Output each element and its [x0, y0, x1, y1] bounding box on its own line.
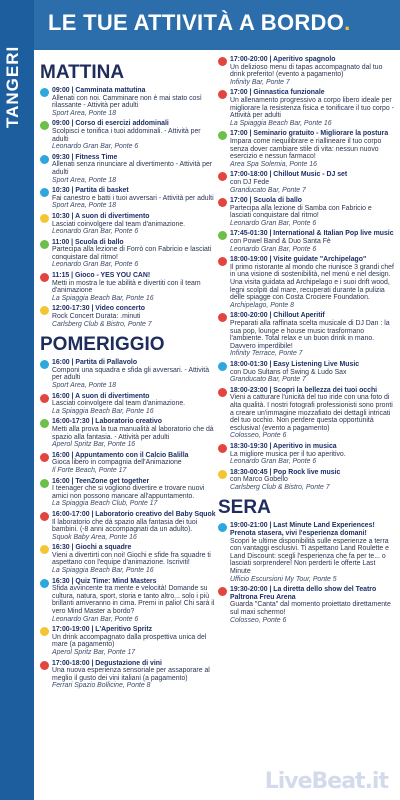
bullet-dot-icon	[218, 257, 227, 266]
activity-description: Metti in mostra le tue abilità e divertiti con il team d'animazione	[52, 279, 201, 295]
activity-location: Ufficio Escursioni My Tour, Ponte 5	[230, 575, 337, 583]
activity-description: Allenati con noi. Camminare non è mai stato così rilassante - Attività per adulti	[52, 94, 202, 110]
activity-text	[230, 89, 394, 127]
activity-text	[52, 393, 216, 416]
activity-description: Guarda "Canta" dal momento proiettato direttamente sul maxi schermo!	[230, 601, 391, 616]
bullet-dot-icon	[218, 57, 227, 66]
activity-text	[52, 660, 216, 690]
activity-title: 17:00-19:00 | L'Aperitivo Spritz	[52, 626, 153, 634]
activity-item	[40, 154, 216, 184]
activity-description: Partecipa alla lezione di Forrò con Fabricio e lasciati conquistare dal ritmo!	[52, 246, 212, 261]
left-column	[40, 56, 216, 693]
activity-description: Lasciati coinvolgere dal team d'animazione.	[52, 220, 186, 228]
activity-text	[52, 544, 216, 574]
activity-item	[218, 443, 394, 466]
activity-title: 17:00-18:00 | Chillout Music - DJ set	[230, 171, 348, 179]
activity-location: Carlsberg Club & Bistro, Ponte 7	[230, 483, 330, 491]
activity-location: La Spiaggia Beach Bar, Ponte 16	[52, 294, 154, 302]
activity-title: 17:00-18:00 | Degustazione di vini	[52, 659, 162, 667]
bullet-dot-icon	[40, 419, 49, 428]
activity-description: Il laboratorio che dà spazio alla fantasia dei tuoi bambini. (-8 anni accompagnati da un adulto).	[52, 518, 198, 534]
activity-title: 12:00-17:30 | Video concerto	[52, 305, 145, 313]
activity-description: Vieni a catturare l'unicità del tuo iride con una foto di alta qualità. I nostri fotografi professionisti sono pronti a creare un'immagine mozzafiato dei dettagli intricati del tuo occhio. Non perdere questa opportunità esclusiva! (evento a pagamento)	[230, 394, 393, 432]
activity-location: Leonardo Gran Bar, Ponte 6	[230, 458, 317, 466]
activity-description: Impara come riequilibrare e riallineare il tuo corpo senza dover cambiare stile di vita: nessun nuovo esercizio e nessun farmaco!	[230, 137, 382, 161]
bullet-dot-icon	[40, 661, 49, 670]
bullet-dot-icon	[218, 587, 227, 596]
bullet-dot-icon	[40, 627, 49, 636]
activity-text	[52, 187, 216, 210]
activity-description: Scolpisci e tonifica i tuoi addominali. - Attività per adulti	[52, 127, 201, 143]
bullet-dot-icon	[218, 313, 227, 322]
activity-item	[40, 359, 216, 389]
bullet-dot-icon	[40, 545, 49, 554]
activity-location: Granducato Bar, Ponte 7	[230, 376, 306, 384]
activity-description: Scopri le ultime disponibilità sulle esperienze a terra con vantaggi esclusivi. Ti aspettano Land Roulette e Land Discount: scegli l'esperienza che fa per te... o lasciati sorprendere! Non perderti le offerte Last Minute	[230, 537, 389, 576]
activity-title: 16:00-17:00 | Laboratorio creativo del Baby Squok	[52, 510, 216, 518]
bullet-dot-icon	[218, 172, 227, 181]
activity-title: 18:00-01:30 | Easy Listening Live Music	[230, 360, 360, 368]
activity-title: 18:00-19:00 | Visite guidate "Archipelago"	[230, 256, 367, 264]
activity-location: Colosseo, Ponte 6	[230, 616, 287, 624]
bullet-dot-icon	[40, 155, 49, 164]
activity-text	[230, 56, 394, 86]
activity-item	[40, 393, 216, 416]
activity-item	[218, 387, 394, 440]
activity-text	[230, 443, 394, 466]
activity-location: Archipelago, Ponte 8	[230, 301, 294, 309]
activity-item	[218, 312, 394, 358]
activity-title: 18:00-20:00 | Chillout Aperitif	[230, 312, 325, 320]
activity-title: 19:30-20:00 | La diretta dello show del Teatro Paltrona Freu Arena	[230, 586, 377, 601]
activity-title: 10:30 | Partita di basket	[52, 187, 129, 195]
activity-description: con Duo Sultans of Swing & Ludo Sax	[230, 368, 347, 376]
right-column	[218, 56, 394, 627]
ship-port-label: TANGERI	[3, 45, 22, 129]
bullet-dot-icon	[218, 131, 227, 140]
activity-title: 16:30 | Giochi a squadre	[52, 544, 132, 552]
activity-title: 18:30-19:30 | Aperitivo in musica	[230, 442, 337, 450]
activity-description: Vieni a divertirti con noi! Giochi e sfide fra squadre ti aspettano con l'equipe d'animazione. Iscriviti!	[52, 551, 211, 567]
activity-text	[230, 361, 394, 384]
activity-location: Il Forte Beach, Ponte 17	[52, 466, 127, 474]
bullet-dot-icon	[218, 470, 227, 479]
activity-text	[52, 418, 216, 448]
activity-item	[40, 660, 216, 690]
activity-item	[218, 89, 394, 127]
activity-text	[52, 154, 216, 184]
bullet-dot-icon	[218, 388, 227, 397]
activity-title: 16:00 | A suon di divertimento	[52, 392, 150, 400]
activity-item	[218, 197, 394, 227]
activity-location: Area Spa Solemia, Ponte 16	[230, 160, 317, 168]
activity-text	[52, 626, 216, 656]
activity-text	[230, 230, 394, 253]
bullet-dot-icon	[40, 394, 49, 403]
activity-title: 17:00 | Seminario gratuito - Migliorare la postura	[230, 130, 389, 138]
activity-text	[230, 130, 394, 168]
activity-text	[52, 87, 216, 117]
activity-title: 17:00-20:00 | Aperitivo spagnolo	[230, 56, 336, 63]
activity-text	[52, 120, 216, 150]
activity-location: Leonardo Gran Bar, Ponte 6	[52, 615, 139, 623]
activity-item	[40, 187, 216, 210]
section-afternoon-heading: POMERIGGIO	[40, 334, 165, 356]
page-title	[48, 10, 351, 36]
activity-description: Fai canestro e batti i tuoi avversari - Attività per adulti	[52, 194, 214, 202]
activity-item	[40, 87, 216, 117]
bullet-dot-icon	[218, 444, 227, 453]
activity-item	[218, 130, 394, 168]
bullet-dot-icon	[40, 214, 49, 223]
activity-description: Componi una squadra e sfida gli avversari. - Attività per adulti	[52, 366, 210, 382]
activity-title: 16:00 | Partita di Pallavolo	[52, 359, 138, 367]
activity-item	[218, 469, 394, 492]
activity-item	[218, 361, 394, 384]
activity-text	[52, 305, 216, 328]
activity-title: 16:00-17:30 | Laboratorio creativo	[52, 418, 162, 426]
activity-location: Granducato Bar, Ponte 7	[230, 186, 306, 194]
activity-text	[230, 522, 394, 583]
activity-title: 11:15 | Gioco - YES YOU CAN!	[52, 272, 151, 280]
activity-description: Metti alla prova la tua manualità al laboratorio che dà spazio alla fantasia. - Attività per adulti	[52, 425, 214, 441]
activity-description: Una nuova esperienza sensoriale per assaporare al meglio il gusto dei vini italiani (a pagamento)	[52, 667, 210, 682]
activity-title: 09:00 | Camminata mattutina	[52, 87, 146, 94]
bullet-dot-icon	[40, 88, 49, 97]
activity-title: 17:00 | Scuola di ballo	[230, 197, 303, 205]
activity-item	[218, 522, 394, 583]
bullet-dot-icon	[40, 121, 49, 130]
activity-title: 09:00 | Corso di esercizi addominali	[52, 120, 169, 128]
activity-text	[52, 452, 216, 475]
activity-item	[40, 120, 216, 150]
activity-description: con Marco Gobello	[230, 476, 288, 484]
activity-item	[40, 418, 216, 448]
activity-location: Leonardo Gran Bar, Ponte 6	[52, 143, 139, 151]
activity-item	[40, 272, 216, 302]
bullet-dot-icon	[218, 362, 227, 371]
activity-title: 16:00 | Appuntamento con il Calcio Balilla	[52, 451, 189, 459]
activity-text	[230, 387, 394, 440]
activity-item	[40, 626, 216, 656]
section-morning-heading: MATTINA	[40, 62, 125, 83]
activity-location: Aperol Spritz Bar, Ponte 17	[52, 649, 136, 656]
activity-description: La migliore musica per il tuo aperitivo.	[230, 450, 346, 458]
morning-list	[40, 87, 216, 328]
activity-description: Il primo ristorante al mondo che riunisce 3 grandi chef in una visione di sostenibilità, nel menù e nel design. Una visita guidata ad Archipelago e i suoi drift wood, legni scolpiti dal mare, recuperati durante la pulizia delle spiagge con Costa Crociere Foundation.	[230, 263, 394, 302]
activity-description: Un drink accompagnato dalla prospettiva unica del mare (a pagamento)	[52, 633, 207, 649]
activity-description: Allenati senza rinunciare al divertimento - Attività per adulti	[52, 161, 213, 176]
activity-location: Squok Baby Area, Ponte 16	[52, 533, 137, 541]
bullet-dot-icon	[40, 360, 49, 369]
activity-title: 18:30-00:45 | Pop Rock live music	[230, 468, 341, 476]
activity-location: La Spiaggia Beach Bar, Ponte 16	[230, 119, 332, 127]
afternoon-list	[40, 359, 216, 690]
activity-title: 09:30 | Fitness Time	[52, 153, 118, 161]
activity-text	[52, 578, 216, 624]
activity-location: Sport Area, Ponte 18	[52, 382, 117, 389]
activity-text	[230, 171, 394, 194]
activity-location: Leonardo Gran Bar, Ponte 6	[230, 245, 317, 253]
activity-description: Preparati alla raffinata scelta musicale di DJ Dan : la sua pop, lounge e house music trasformano l'ambiente. Total relax e un buon drink in mano. Davvero imperdibile!	[230, 320, 390, 350]
activity-location: Carlsberg Club & Bistro, Ponte 7	[52, 320, 152, 328]
activity-title: 17:45-01:30 | International & Italian Pop live music	[230, 230, 394, 238]
activity-description: con DJ Fede	[230, 178, 270, 186]
activity-location: Sport Area, Ponte 18	[52, 176, 117, 184]
activity-item	[218, 586, 394, 624]
evening-list	[218, 522, 394, 624]
activity-title: 18:00-23:00 | Scopri la bellezza dei tuoi occhi	[230, 386, 378, 394]
bullet-dot-icon	[218, 90, 227, 99]
activity-title: 10:30 | A suon di divertimento	[52, 212, 150, 220]
bullet-dot-icon	[218, 231, 227, 240]
activity-location: Sport Area, Ponte 18	[52, 109, 117, 117]
activity-text	[230, 197, 394, 227]
activity-text	[52, 213, 216, 236]
activity-title: 11:00 | Scuola di ballo	[52, 238, 124, 246]
activity-location: Ferrari Spazio Bollicine, Ponte 8	[52, 682, 151, 690]
activity-text	[230, 586, 394, 624]
activity-location: La Spiaggia Beach Bar, Ponte 16	[52, 407, 154, 415]
activity-item	[40, 305, 216, 328]
activity-location: La Spiaggia Beach Club, Ponte 17	[52, 500, 158, 508]
activity-description: con Powel Band & Duo Santa Fè	[230, 238, 331, 246]
bullet-dot-icon	[40, 479, 49, 488]
activity-location: Leonardo Gran Bar, Ponte 6	[230, 219, 317, 227]
bullet-dot-icon	[40, 273, 49, 282]
activity-text	[52, 511, 216, 541]
activity-location: Infinity Bar, Ponte 7	[230, 78, 290, 86]
activity-location: Infinity Terrace, Ponte 7	[230, 350, 303, 358]
activity-description: Un allenamento progressivo a corpo libero ideale per migliorare la resistenza fisica e tonificare il tuo corpo - Attività per adulti	[230, 96, 394, 120]
bullet-dot-icon	[40, 188, 49, 197]
activity-location: Leonardo Gran Bar, Ponte 6	[52, 261, 139, 269]
activity-description: I teenager che si vogliono divertire e trovare nuovi amici non possono mancare all'appuntamento.	[52, 485, 205, 500]
activity-item	[40, 452, 216, 475]
activity-item	[40, 544, 216, 574]
bullet-dot-icon	[40, 453, 49, 462]
bullet-dot-icon	[40, 512, 49, 521]
activity-item	[40, 213, 216, 236]
title-text: LE TUE ATTIVITÀ A BORDO	[48, 10, 345, 35]
bullet-dot-icon	[218, 523, 227, 532]
activity-location: Aperol Spritz Bar, Ponte 16	[52, 441, 136, 449]
activity-text	[230, 469, 394, 492]
title-dot: .	[344, 10, 351, 35]
activity-item	[40, 239, 216, 269]
bullet-dot-icon	[218, 198, 227, 207]
activity-item	[40, 578, 216, 624]
activity-title: 16:00 | TeenZone get together	[52, 477, 150, 485]
site-watermark: LiveBeat.it	[264, 769, 388, 794]
activity-item	[218, 230, 394, 253]
activity-location: Leonardo Gran Bar, Ponte 6	[52, 228, 139, 236]
activity-location: La Spiaggia Beach Bar, Ponte 16	[52, 567, 154, 575]
activity-item	[218, 171, 394, 194]
activity-text	[52, 272, 216, 302]
bullet-dot-icon	[40, 306, 49, 315]
bullet-dot-icon	[40, 240, 49, 249]
section-evening-heading: SERA	[218, 497, 271, 519]
activity-location: Colosseo, Ponte 6	[230, 432, 287, 440]
activity-location: Sport Area, Ponte 18	[52, 202, 117, 210]
activity-description: Partecipa alla lezione di Samba con Fabricio e lasciati conquistare dal ritmo!	[230, 204, 372, 220]
activity-description: Un delizioso menu di tapas accompagnato dal tuo drink preferito! (evento a pagamento)	[230, 63, 383, 79]
afternoon-list-cont	[218, 56, 394, 491]
activity-item	[218, 56, 394, 86]
activity-text	[52, 478, 216, 508]
activity-title: 17:00 | Ginnastica funzionale	[230, 89, 325, 97]
activity-item	[40, 511, 216, 541]
activity-text	[230, 312, 394, 358]
bullet-dot-icon	[40, 579, 49, 588]
activity-text	[52, 359, 216, 389]
activity-description: Sfida avvincente tra mente e velocità! Domande su cultura, natura, sport, storia e tanto altro... solo i più brillanti arriveranno in cima. Premi in palio! Chi sarà il vero Mind Master a bordo?	[52, 585, 215, 616]
activity-text	[52, 239, 216, 269]
activity-item	[218, 256, 394, 309]
header-bar	[34, 0, 400, 50]
activity-description: Rock Concert Durata: .minuti	[52, 313, 141, 321]
activity-title: 19:00-21:00 | Last Minute Land Experiences! Prenota stasera, vivi l'esperienza domani!	[230, 522, 375, 538]
activity-text	[230, 256, 394, 309]
activity-description: Gioca libero in compagnia dell'Animazione	[52, 459, 182, 467]
activity-title: 16:30 | Quiz Time: Mind Masters	[52, 577, 157, 585]
side-bar	[0, 0, 34, 800]
activity-description: Lasciati coinvolgere dal team d'animazione.	[52, 400, 186, 408]
activity-item	[40, 478, 216, 508]
